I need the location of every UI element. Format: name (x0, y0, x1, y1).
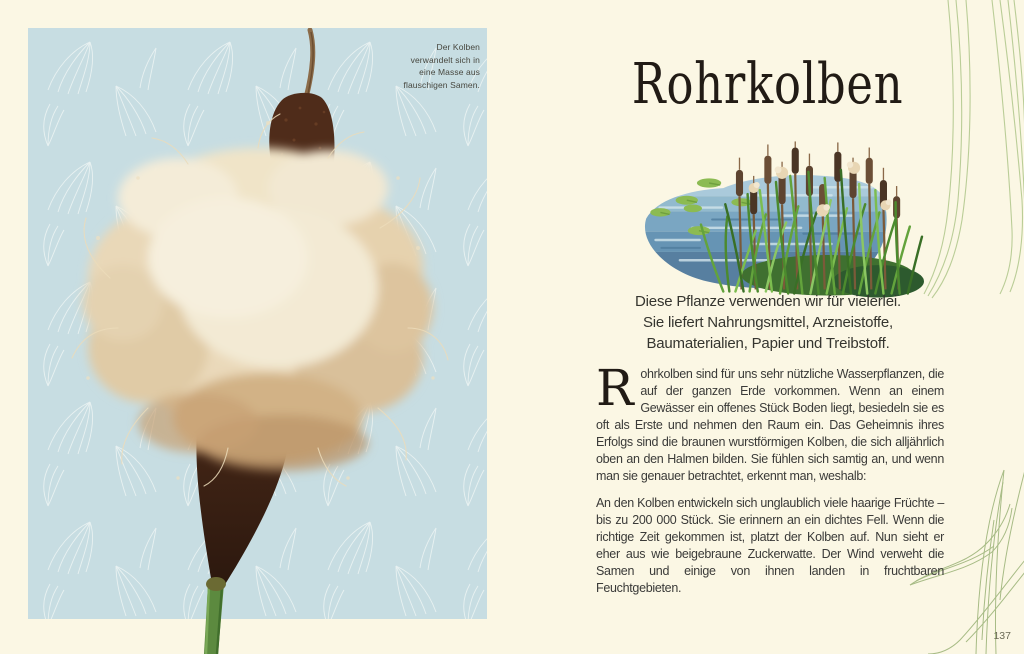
intro-line: Sie liefert Nahrungsmittel, Arzneistoffe, (643, 314, 893, 331)
paragraph-1: Rohrkolben sind für uns sehr nützliche Wasserpflanzen, die auf der ganzen Erde vorkommen. Wenn an einem Gewässer ein offenes Stück Boden liegt, besiedeln sie es oft als Erste und nehmen den Raum ein. Das Geheimnis ihres Erfolgs sind die braunen wurstförmigen Kolben, die sich alljährlich oben an den Halmen bilden. Sie fühlen sich samtig an, und wenn man sie genauer betrachtet, erkennt man, weshalb: (596, 359, 944, 483)
intro-line: Diese Pflanze verwenden wir für vielerlei. (635, 293, 901, 310)
body-text (596, 359, 944, 607)
intro-text (568, 291, 968, 354)
photo-caption: Der Kolben verwandelt sich in eine Masse aus flauschigen Samen. (403, 42, 480, 90)
page-number: 137 (993, 630, 1011, 642)
right-page (512, 0, 1024, 654)
pond-illustration-art (630, 140, 924, 300)
pond-illustration (630, 140, 924, 300)
paragraph-2: An den Kolben entwickeln sich unglaublich viele haarige Früchte – bis zu 200 000 Stück. Sie erinnern an ein dichtes Fell. Wenn die richtige Zeit gekommen ist, platzt der Kolben auf. Nun sieht er eher aus wie beigebraune Zuckerwatte. Der Wind verweht die Samen und einige von ihnen landen in fruchtbaren Feuchtgebieten. (596, 496, 944, 595)
drop-cap: R (596, 359, 634, 417)
page-title: Rohrkolben (632, 52, 904, 117)
intro-line: Baumaterialien, Papier und Treibstoff. (646, 335, 890, 352)
cattail-photo-art (28, 28, 487, 654)
cattail-photo (28, 28, 487, 654)
